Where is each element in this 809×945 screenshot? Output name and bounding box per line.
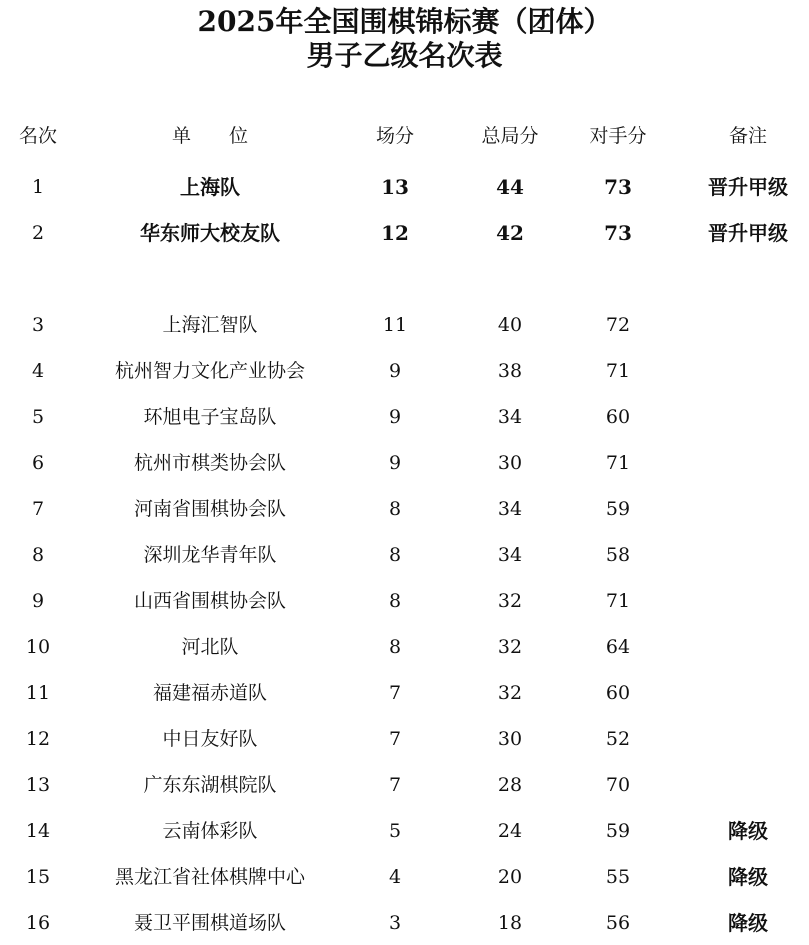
opponent-cell: 60 <box>605 682 631 704</box>
unit-cell: 广东东湖棋院队 <box>143 774 277 796</box>
rank-cell: 14 <box>25 820 51 842</box>
points-cell: 4 <box>388 866 402 888</box>
note-cell <box>688 543 808 567</box>
games-cell: 32 <box>497 590 523 612</box>
unit-cell: 福建福赤道队 <box>152 682 267 704</box>
unit-cell: 中日友好队 <box>162 728 258 750</box>
points-cell: 7 <box>388 728 402 750</box>
opponent-cell: 52 <box>605 728 631 750</box>
games-cell: 34 <box>497 544 523 566</box>
header-points: 场分 <box>375 125 414 147</box>
games-cell: 20 <box>497 866 523 888</box>
note-cell <box>688 359 808 383</box>
rank-cell: 1 <box>31 176 45 198</box>
unit-cell: 杭州市棋类协会队 <box>133 452 286 474</box>
note-cell: 晋升甲级 <box>708 221 788 245</box>
points-cell: 9 <box>388 452 402 474</box>
points-cell: 8 <box>388 544 402 566</box>
games-cell: 30 <box>497 452 523 474</box>
games-cell: 34 <box>497 498 523 520</box>
games-cell: 42 <box>496 221 524 245</box>
unit-cell: 黑龙江省社体棋牌中心 <box>114 866 305 888</box>
note-cell <box>688 635 808 659</box>
note-cell <box>688 497 808 521</box>
games-cell: 32 <box>497 636 523 658</box>
header-games: 总局分 <box>481 125 539 147</box>
rank-cell: 6 <box>31 452 45 474</box>
rank-cell: 11 <box>25 682 51 704</box>
header-rank: 名次 <box>18 125 57 147</box>
unit-cell: 河北队 <box>181 636 239 658</box>
opponent-cell: 59 <box>605 498 631 520</box>
unit-cell: 上海队 <box>180 175 240 199</box>
points-cell: 13 <box>381 175 409 199</box>
page-title: 2025年全国围棋锦标赛（团体） <box>197 5 612 38</box>
rank-cell: 7 <box>31 498 45 520</box>
note-cell: 晋升甲级 <box>708 175 788 199</box>
header-opponent: 对手分 <box>589 125 647 147</box>
points-cell: 9 <box>388 360 402 382</box>
header-unit: 单 位 <box>171 125 248 147</box>
unit-cell: 华东师大校友队 <box>140 221 280 245</box>
games-cell: 30 <box>497 728 523 750</box>
note-cell <box>688 727 808 751</box>
games-cell: 40 <box>497 314 523 336</box>
note-cell <box>688 681 808 705</box>
note-cell: 降级 <box>728 865 768 889</box>
unit-cell: 深圳龙华青年队 <box>143 544 277 566</box>
rank-cell: 16 <box>25 912 51 934</box>
opponent-cell: 70 <box>605 774 631 796</box>
rank-cell: 4 <box>31 360 45 382</box>
rank-cell: 3 <box>31 314 45 336</box>
games-cell: 32 <box>497 682 523 704</box>
note-cell <box>688 773 808 797</box>
unit-cell: 环旭电子宝岛队 <box>143 406 277 428</box>
games-cell: 24 <box>497 820 523 842</box>
opponent-cell: 55 <box>605 866 631 888</box>
opponent-cell: 73 <box>604 175 632 199</box>
points-cell: 9 <box>388 406 402 428</box>
unit-cell: 河南省围棋协会队 <box>133 498 286 520</box>
points-cell: 11 <box>382 314 408 336</box>
games-cell: 18 <box>497 912 523 934</box>
opponent-cell: 71 <box>605 360 631 382</box>
rank-cell: 12 <box>25 728 51 750</box>
unit-cell: 云南体彩队 <box>162 820 258 842</box>
points-cell: 8 <box>388 636 402 658</box>
note-cell: 降级 <box>728 819 768 843</box>
unit-cell: 杭州智力文化产业协会 <box>114 360 305 382</box>
note-cell: 降级 <box>728 911 768 935</box>
rank-cell: 15 <box>25 866 51 888</box>
rank-cell: 9 <box>31 590 45 612</box>
note-cell <box>688 451 808 475</box>
note-cell <box>688 405 808 429</box>
games-cell: 28 <box>497 774 523 796</box>
header-note: 备注 <box>728 125 767 147</box>
page-subtitle: 男子乙级名次表 <box>306 39 503 72</box>
rank-cell: 10 <box>25 636 51 658</box>
rank-cell: 5 <box>31 406 45 428</box>
rank-cell: 8 <box>31 544 45 566</box>
opponent-cell: 72 <box>605 314 631 336</box>
points-cell: 8 <box>388 590 402 612</box>
points-cell: 5 <box>388 820 402 842</box>
points-cell: 3 <box>388 912 402 934</box>
unit-cell: 山西省围棋协会队 <box>133 590 286 612</box>
unit-cell: 上海汇智队 <box>162 314 258 336</box>
games-cell: 44 <box>496 175 524 199</box>
opponent-cell: 60 <box>605 406 631 428</box>
opponent-cell: 58 <box>605 544 631 566</box>
points-cell: 7 <box>388 774 402 796</box>
unit-cell: 聂卫平围棋道场队 <box>133 912 286 934</box>
note-cell <box>688 589 808 613</box>
points-cell: 8 <box>388 498 402 520</box>
points-cell: 7 <box>388 682 402 704</box>
opponent-cell: 71 <box>605 590 631 612</box>
games-cell: 38 <box>497 360 523 382</box>
opponent-cell: 56 <box>605 912 631 934</box>
rank-cell: 2 <box>31 222 45 244</box>
opponent-cell: 59 <box>605 820 631 842</box>
opponent-cell: 64 <box>605 636 631 658</box>
rank-cell: 13 <box>25 774 51 796</box>
points-cell: 12 <box>381 221 409 245</box>
note-cell <box>688 313 808 337</box>
opponent-cell: 71 <box>605 452 631 474</box>
games-cell: 34 <box>497 406 523 428</box>
opponent-cell: 73 <box>604 221 632 245</box>
